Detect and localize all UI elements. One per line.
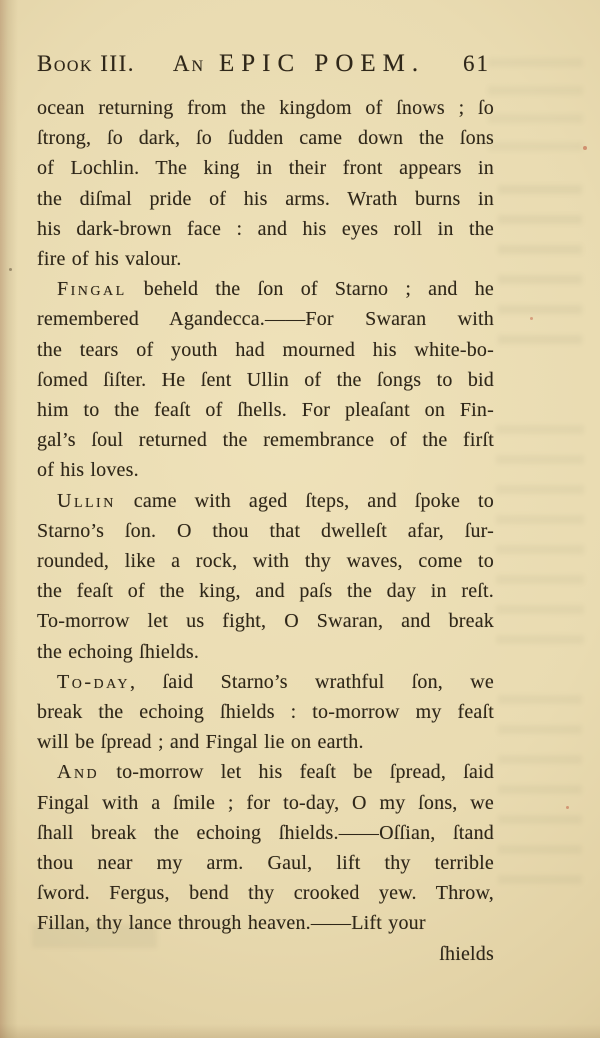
- text-line: And to-morrow let his feaſt be ſpread, ſaid: [57, 761, 494, 784]
- bleedthrough-smudge: [498, 695, 582, 885]
- text-line: remembered Agandecca.——For Swaran with: [37, 308, 494, 331]
- text-line: the echoing ſhields.: [37, 640, 200, 663]
- text-line: Starno’s ſon. O thou that dwelleſt afar, ſur-: [37, 519, 494, 542]
- text-line: Fingal with a ſmile ; for to-day, O my ſons, we: [37, 791, 494, 814]
- text-line: rounded, like a rock, with thy waves, come to: [37, 550, 494, 573]
- text-line: ſword. Fergus, bend thy crooked yew. Throw,: [37, 882, 494, 905]
- text-line: ſhall break the echoing ſhields.——Oſſian, ſtand: [37, 821, 494, 844]
- text-line: of Lochlin. The king in their front appears in: [37, 157, 494, 180]
- text-line: will be ſpread ; and Fingal lie on earth.: [37, 731, 364, 754]
- page-number: 61: [462, 51, 490, 76]
- article-word: An: [172, 51, 205, 76]
- paragraph-lead: And: [57, 761, 100, 784]
- text-line: To-day, ſaid Starno’s wrathful ſon, we: [57, 670, 494, 693]
- running-title: [173, 50, 425, 78]
- paper-speck: [9, 268, 12, 271]
- text-line: Fingal beheld the ſon of Starno ; and he: [57, 278, 494, 301]
- text-line: break the echoing ſhields : to-morrow my feaſt: [37, 701, 494, 724]
- text-line: the tears of youth had mourned his white-bo-: [37, 338, 494, 361]
- page-bottom-shadow: [0, 1024, 600, 1038]
- poem-title: EPIC POEM.: [219, 50, 426, 77]
- book-label: Book III.: [37, 51, 135, 76]
- catchword: ſhields: [439, 942, 494, 965]
- paper-speck: [530, 317, 533, 320]
- text-line: To-morrow let us fight, O Swaran, and break: [37, 610, 494, 633]
- text-line: ſomed ſiſter. He ſent Ullin of the ſongs to bid: [37, 368, 494, 391]
- paper-speck: [566, 806, 569, 809]
- text-block: [37, 93, 494, 969]
- bleedthrough-smudge: [488, 58, 583, 153]
- catchword-line: [37, 939, 494, 969]
- paper-speck: [583, 146, 587, 150]
- bleedthrough-smudge: [496, 425, 584, 655]
- text-line: Fillan, thy lance through heaven.——Lift your: [37, 912, 426, 935]
- bleedthrough-smudge: [498, 185, 582, 345]
- text-line: the feaſt of the king, and paſs the day in reſt.: [37, 580, 494, 603]
- text-line: of his loves.: [37, 459, 139, 482]
- text-line: his dark-brown face : and his eyes roll in the: [37, 217, 494, 240]
- page-edge-shadow: [0, 0, 18, 1038]
- text-line: the diſmal pride of his arms. Wrath burns in: [37, 187, 494, 210]
- text-line: ocean returning from the kingdom of ſnows ; ſo: [37, 97, 494, 119]
- paragraph-lead: To-day: [57, 670, 131, 693]
- text-line: fire of his valour.: [37, 248, 182, 271]
- running-head: [37, 50, 490, 78]
- text-line: thou near my arm. Gaul, lift thy terrible: [37, 852, 494, 875]
- text-line: ſtrong, ſo dark, ſo ſudden came down the ſons: [37, 127, 494, 150]
- paragraph-lead: Ullin: [57, 489, 116, 512]
- text-line: him to the feaſt of ſhells. For pleaſant on Fin-: [37, 399, 494, 422]
- text-line: Ullin came with aged ſteps, and ſpoke to: [57, 489, 494, 512]
- text-line: gal’s ſoul returned the remembrance of the firſt: [37, 429, 494, 452]
- paragraph-lead: Fingal: [57, 278, 127, 301]
